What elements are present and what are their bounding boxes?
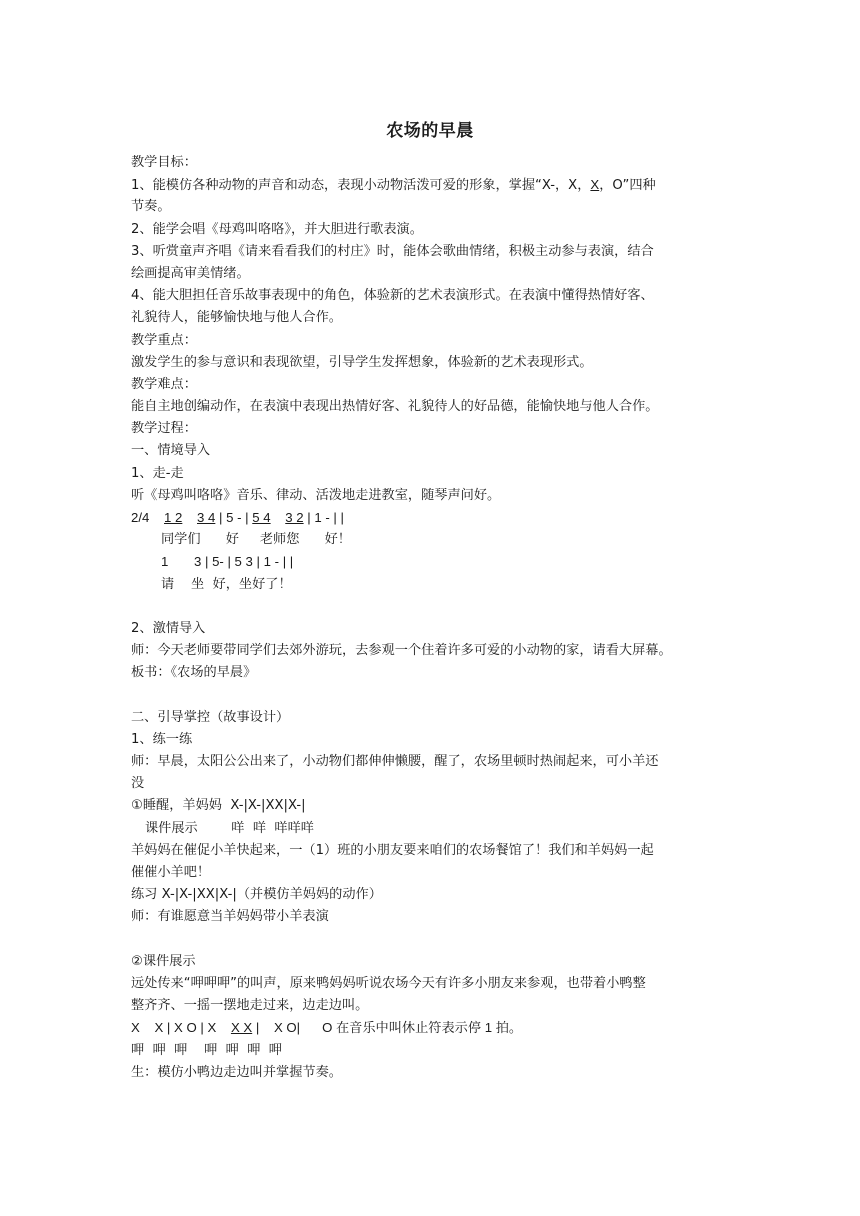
- blank-line: [131, 596, 736, 618]
- section-2-urge-line-2: 催催小羊吧！: [131, 865, 211, 880]
- goal-1-text: 1、能模仿各种动物的声音和动态，表现小动物活泼可爱的形象，掌握“X-，X，: [131, 178, 591, 194]
- section-2-teacher-line-2: 没: [131, 776, 145, 792]
- section-2-teacher-line-1: 师：早晨，太阳公公出来了，小动物们都伸伸懒腰，醒了，农场里顿时热闹起来，可小羊还: [131, 754, 659, 770]
- note-group: 1 2: [164, 510, 183, 525]
- goal-1-text-end: ，O”四种: [599, 178, 656, 194]
- rhythm-underlined: X X: [230, 1020, 253, 1036]
- lyrics-line-1: 同学们 好 老师您 好！: [161, 532, 351, 548]
- section-2-duck-line-2: 整齐齐、一摇一摆地走过来，边走边叫。: [131, 998, 369, 1014]
- duck-sounds: 呷 呷 呷 呷 呷 呷 呷: [131, 1042, 282, 1058]
- goal-4-line-2: 礼貌待人，能够愉快地与他人合作。: [131, 310, 342, 326]
- section-2-wake: ①睡醒，羊妈妈 X-|X-|XX|X-|: [131, 798, 306, 814]
- section-2-item-1: 1、练一练: [131, 731, 193, 747]
- section-1-text: 听《母鸡叫咯咯》音乐、律动、活泼地走进教室，随琴声问好。: [131, 487, 501, 503]
- difficulty-heading: 教学难点：: [131, 376, 197, 392]
- focus-text: 激发学生的参与意识和表现欲望，引导学生发挥想象，体验新的艺术表现形式。: [131, 354, 593, 370]
- section-1-item-1: 1、走-走: [131, 465, 184, 481]
- note-group: 3 2: [285, 510, 304, 525]
- note-group: 3 4: [197, 510, 216, 525]
- section-2-ask: 师：有谁愿意当羊妈妈带小羊表演: [131, 909, 329, 925]
- note-group: 5 4: [252, 510, 271, 525]
- section-2-urge-line-1: 羊妈妈在催促小羊快起来，一（1）班的小朋友要来咱们的农场餐馆了！我们和羊妈妈一起: [131, 842, 654, 858]
- goal-3-line-2: 绘画提高审美情绪。: [131, 265, 250, 281]
- section-2-duck-line-1: 远处传来“呷呷呷”的叫声，原来鸭妈妈听说农场今天有许多小朋友来参观，也带着小鸭整: [131, 975, 646, 991]
- goal-1-underlined-rhythm: X: [590, 177, 600, 193]
- notation-line-3: [131, 1017, 736, 1039]
- section-2-item-2: ②课件展示: [131, 953, 196, 969]
- section-1-board: 板书：《农场的早晨》: [131, 665, 257, 681]
- document-body: [131, 152, 736, 1084]
- section-1-teacher-line: 师：今天老师要带同学们去郊外游玩，去参观一个住着许多可爱的小动物的家，请看大屏幕。: [131, 643, 672, 659]
- goals-heading: 教学目标：: [131, 155, 197, 170]
- section-2-heading: 二、引导掌控（故事设计）: [131, 709, 290, 725]
- goal-4-line-1: 4、能大胆担任音乐故事表现中的角色，体验新的艺术表演形式。在表演中懂得热情好客、: [131, 288, 654, 304]
- goal-1-line-2: 节奏。: [131, 199, 171, 215]
- difficulty-text: 能自主地创编动作，在表演中表现出热情好客、礼貌待人的好品德，能愉快地与他人合作。: [131, 399, 659, 415]
- section-1-heading: 一、情境导入: [131, 443, 211, 459]
- page-title: 农场的早晨: [386, 121, 474, 141]
- note-group: | 5 - |: [219, 510, 249, 525]
- section-2-courseware: 课件展示 咩 咩 咩咩咩: [145, 820, 314, 836]
- section-2-student: 生：模仿小鸭边走边叫并掌握节奏。: [131, 1064, 342, 1080]
- section-1-item-2: 2、激情导入: [131, 620, 206, 636]
- blank-line: [131, 685, 736, 707]
- goal-1-line-1: [131, 174, 736, 196]
- time-signature: 2/4: [131, 510, 150, 525]
- rhythm-text-end: | X O| O 在音乐中叫休止符表示停 1 拍。: [252, 1020, 523, 1036]
- section-2-practice: 练习 X-|X-|XX|X-|（并模仿羊妈妈的动作）: [131, 887, 382, 903]
- blank-line: [131, 929, 736, 951]
- goal-2: 2、能学会唱《母鸡叫咯咯》，并大胆进行歌表演。: [131, 221, 423, 237]
- focus-heading: 教学重点：: [131, 332, 197, 348]
- goal-3-line-1: 3、听赏童声齐唱《请来看看我们的村庄》时，能体会歌曲情绪，积极主动参与表演，结合: [131, 243, 654, 259]
- notation-line-2: 1 3 | 5- | 5 3 | 1 - | |: [161, 554, 294, 570]
- process-heading: 教学过程：: [131, 421, 197, 437]
- note-group: | 1 - | |: [307, 510, 344, 525]
- lyrics-line-2: 请 坐 好，坐好了！: [161, 576, 292, 592]
- rhythm-text: X X | X O | X: [131, 1020, 231, 1036]
- notation-line-1: [131, 507, 736, 529]
